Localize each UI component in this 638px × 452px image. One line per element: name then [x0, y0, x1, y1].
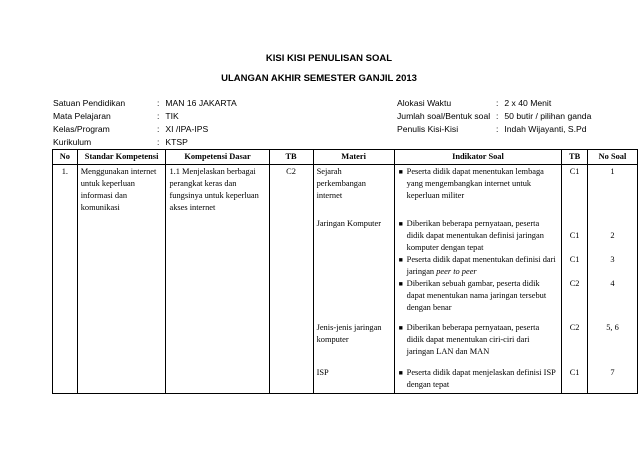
no-soal-value: 4 — [610, 279, 615, 288]
header-standar-kompetensi: Standar Kompetensi — [77, 150, 166, 165]
meta-value: 50 butir / pilihan ganda — [504, 111, 592, 121]
meta-colon: : — [496, 124, 499, 134]
no-soal-cell: 5, 6 — [587, 322, 637, 367]
bullet-icon: ■ — [398, 220, 403, 228]
meta-label: Alokasi Waktu — [397, 98, 452, 108]
indikator-cell — [394, 367, 562, 394]
header-tb: TB — [269, 150, 313, 165]
tb-value: C1 — [569, 231, 580, 240]
meta-colon: : — [157, 111, 160, 121]
meta-value: XI /IPA-IPS — [165, 124, 209, 134]
indikator-cell — [394, 322, 562, 367]
table-row — [53, 367, 638, 394]
materi-cell: Jaringan Komputer — [313, 218, 394, 322]
no-soal-cell: 1 — [587, 165, 637, 219]
meta-colon: : — [157, 137, 160, 147]
table-row — [53, 165, 638, 219]
tb-cell: C2 — [269, 165, 313, 219]
meta-value: KTSP — [165, 137, 188, 147]
tb-value: C2 — [569, 279, 580, 288]
materi-cell: ISP — [313, 367, 394, 394]
materi-cell: Sejarah perkembangan internet — [313, 165, 394, 219]
header-kompetensi-dasar: Kompetensi Dasar — [166, 150, 269, 165]
meta-label: Penulis Kisi-Kisi — [397, 124, 459, 134]
meta-label: Mata Pelajaran — [53, 111, 111, 121]
indikator-item — [398, 166, 559, 202]
meta-right-labels — [397, 97, 490, 136]
meta-colon: : — [157, 124, 160, 134]
indikator-tb-cell — [562, 218, 588, 322]
tb-value: C1 — [569, 255, 580, 264]
meta-label: Satuan Pendidikan — [53, 98, 126, 108]
no-soal-value: 2 — [610, 231, 615, 240]
meta-value: TIK — [165, 111, 179, 121]
meta-right-values — [496, 97, 591, 136]
header-no-soal: No Soal — [587, 150, 637, 165]
no-soal-value: 3 — [610, 255, 615, 264]
bullet-icon: ■ — [398, 168, 403, 176]
indikator-text: Diberikan beberapa pernyataan, peserta didik dapat menentukan definisi jaringan komputer dengan tepat — [406, 219, 544, 252]
kisi-kisi-table — [52, 149, 638, 394]
meta-value: 2 x 40 Menit — [504, 98, 552, 108]
table-row — [53, 322, 638, 367]
no-soal-cell — [587, 218, 637, 322]
indikator-text: Diberikan sebuah gambar, peserta didik dapat menentukan nama jaringan tersebut dengan benar — [406, 279, 547, 312]
indikator-item — [398, 322, 559, 358]
indikator-tb-cell: C1 — [562, 165, 588, 219]
header-materi: Materi — [313, 150, 394, 165]
table-header-row — [53, 150, 638, 165]
header-indikator-soal: Indikator Soal — [394, 150, 562, 165]
header-no: No — [53, 150, 78, 165]
indikator-item — [398, 367, 559, 391]
meta-left-labels — [53, 97, 125, 149]
bullet-icon: ■ — [398, 256, 403, 264]
meta-colon: : — [496, 98, 499, 108]
no-soal-cell: 7 — [587, 367, 637, 394]
indikator-tb-cell: C1 — [562, 367, 588, 394]
indikator-tb-cell: C2 — [562, 322, 588, 367]
indikator-cell — [394, 218, 562, 322]
document-subtitle: ULANGAN AKHIR SEMESTER GANJIL 2013 — [221, 73, 417, 84]
document-title: KISI KISI PENULISAN SOAL — [265, 53, 393, 64]
bullet-icon: ■ — [398, 280, 403, 288]
indikator-item — [398, 278, 559, 314]
indikator-text: Peserta didik dapat menentukan lembaga yang mengembangkan internet untuk keperluan militer — [406, 167, 544, 200]
bullet-icon: ■ — [398, 369, 403, 377]
meta-label: Jumlah soal/Bentuk soal — [397, 111, 491, 121]
indikator-cell — [394, 165, 562, 219]
meta-label: Kurikulum — [53, 137, 92, 147]
standar-kompetensi-cell: Menggunakan internet untuk keperluan informasi dan komunikasi — [77, 165, 166, 219]
indikator-item — [398, 254, 559, 278]
header-tb-indikator: TB — [562, 150, 588, 165]
row-number: 1. — [53, 165, 78, 219]
indikator-text: Peserta didik dapat menentukan definisi dari jaringan — [406, 255, 556, 276]
materi-cell: Jenis-jenis jaringan komputer — [313, 322, 394, 367]
indikator-text: Diberikan beberapa pernyataan, peserta didik dapat menentukan ciri-ciri dari jaringan LAN dan MAN — [406, 323, 540, 356]
kompetensi-dasar-cell: 1.1 Menjelaskan berbagai perangkat keras dan fungsinya untuk keperluan akses internet — [166, 165, 269, 219]
meta-colon: : — [157, 98, 160, 108]
meta-value: MAN 16 JAKARTA — [165, 98, 237, 108]
meta-label: Kelas/Program — [53, 124, 110, 134]
table-row — [53, 218, 638, 322]
indikator-item — [398, 218, 559, 254]
meta-value: Indah Wijayanti, S.Pd — [504, 124, 587, 134]
indikator-italic: peer to peer — [436, 267, 477, 276]
meta-left-values — [157, 97, 237, 149]
indikator-text: Peserta didik dapat menjelaskan definisi ISP dengan tepat — [406, 368, 556, 389]
meta-colon: : — [496, 111, 499, 121]
bullet-icon: ■ — [398, 324, 403, 332]
